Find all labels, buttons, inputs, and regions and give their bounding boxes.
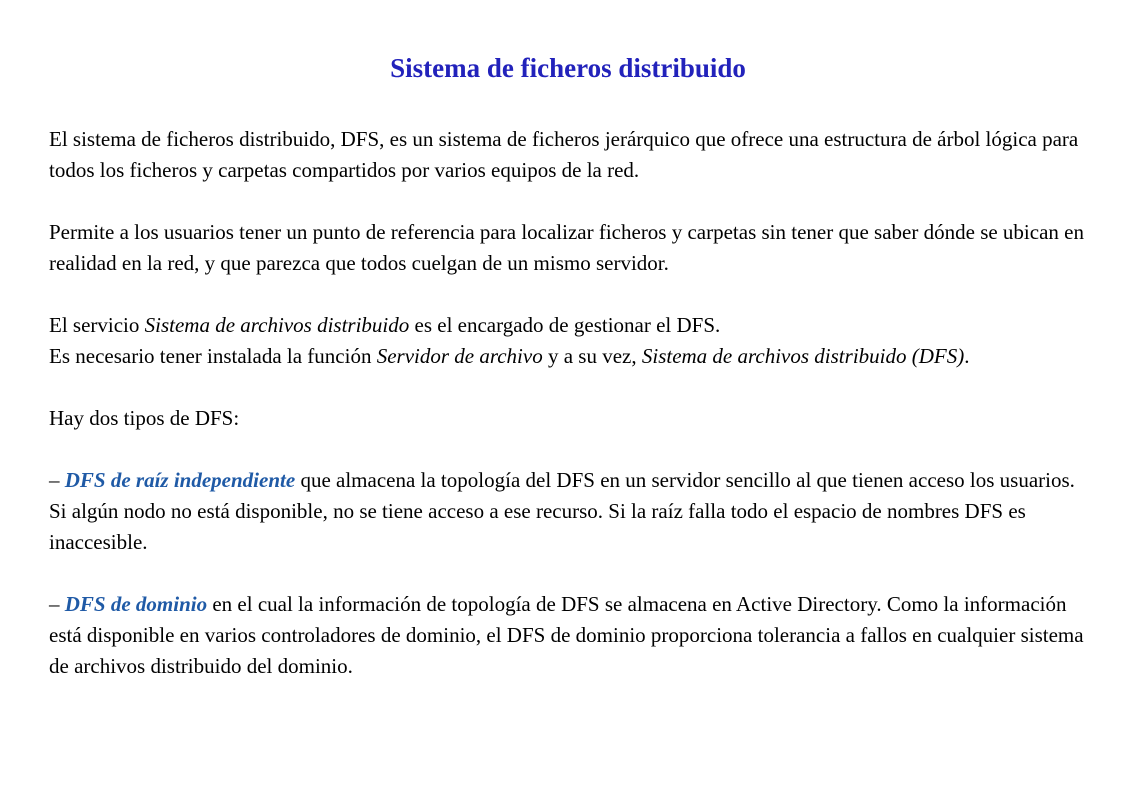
requirement-text-after: . [964,344,970,368]
service-text-after: es el encargado de gestionar el DFS. [409,313,721,337]
paragraph-gap [49,434,1089,465]
paragraph-intro: El sistema de ficheros distribuido, DFS, es un sistema de ficheros jerárquico que ofrece una estructura de árbol lógica para todos los ficheros y carpetas compartidos por varios equipos de la red. [49,127,1079,182]
term-standalone-dfs: DFS de raíz independiente [64,468,296,492]
paragraph-requirement [49,341,1089,372]
page-title: Sistema de ficheros distribuido [390,53,746,83]
paragraph-gap [49,279,1089,310]
list-dash: – [49,592,65,616]
role-name-dfs: Sistema de archivos distribuido (DFS) [641,344,965,368]
paragraph-gap [49,186,1089,217]
paragraph-purpose: Permite a los usuarios tener un punto de referencia para localizar ficheros y carpetas sin tener que saber dónde se ubican en realidad en la red, y que parezca que todos cuelgan de un mismo servidor. [49,220,1084,275]
requirement-text-before: Es necesario tener instalada la función [49,344,377,368]
body-text [49,124,1089,682]
domain-dfs-description: en el cual la información de topología de DFS se almacena en Active Directory. Como la información está disponible en varios controladores de dominio, el DFS de dominio proporciona tolerancia a fallos en cualquier sistema de archivos distribuido del dominio. [49,592,1084,678]
paragraph-standalone-dfs [49,465,1089,558]
term-domain-dfs: DFS de dominio [64,592,208,616]
standalone-dfs-description: que almacena la topología del DFS en un servidor sencillo al que tienen acceso los usuarios. Si algún nodo no está disponible, no se tiene acceso a ese recurso. Si la raíz falla todo el espacio de nombres DFS es inaccesible. [49,468,1075,554]
paragraph-service [49,310,1089,341]
paragraph-gap [49,372,1089,403]
requirement-text-middle: y a su vez, [542,344,642,368]
list-dash: – [49,468,65,492]
paragraph-types-heading: Hay dos tipos de DFS: [49,406,240,430]
service-name: Sistema de archivos distribuido [144,313,410,337]
service-text-before: El servicio [49,313,145,337]
role-name-file-server: Servidor de archivo [376,344,543,368]
paragraph-gap [49,558,1089,589]
paragraph-domain-dfs [49,589,1089,682]
